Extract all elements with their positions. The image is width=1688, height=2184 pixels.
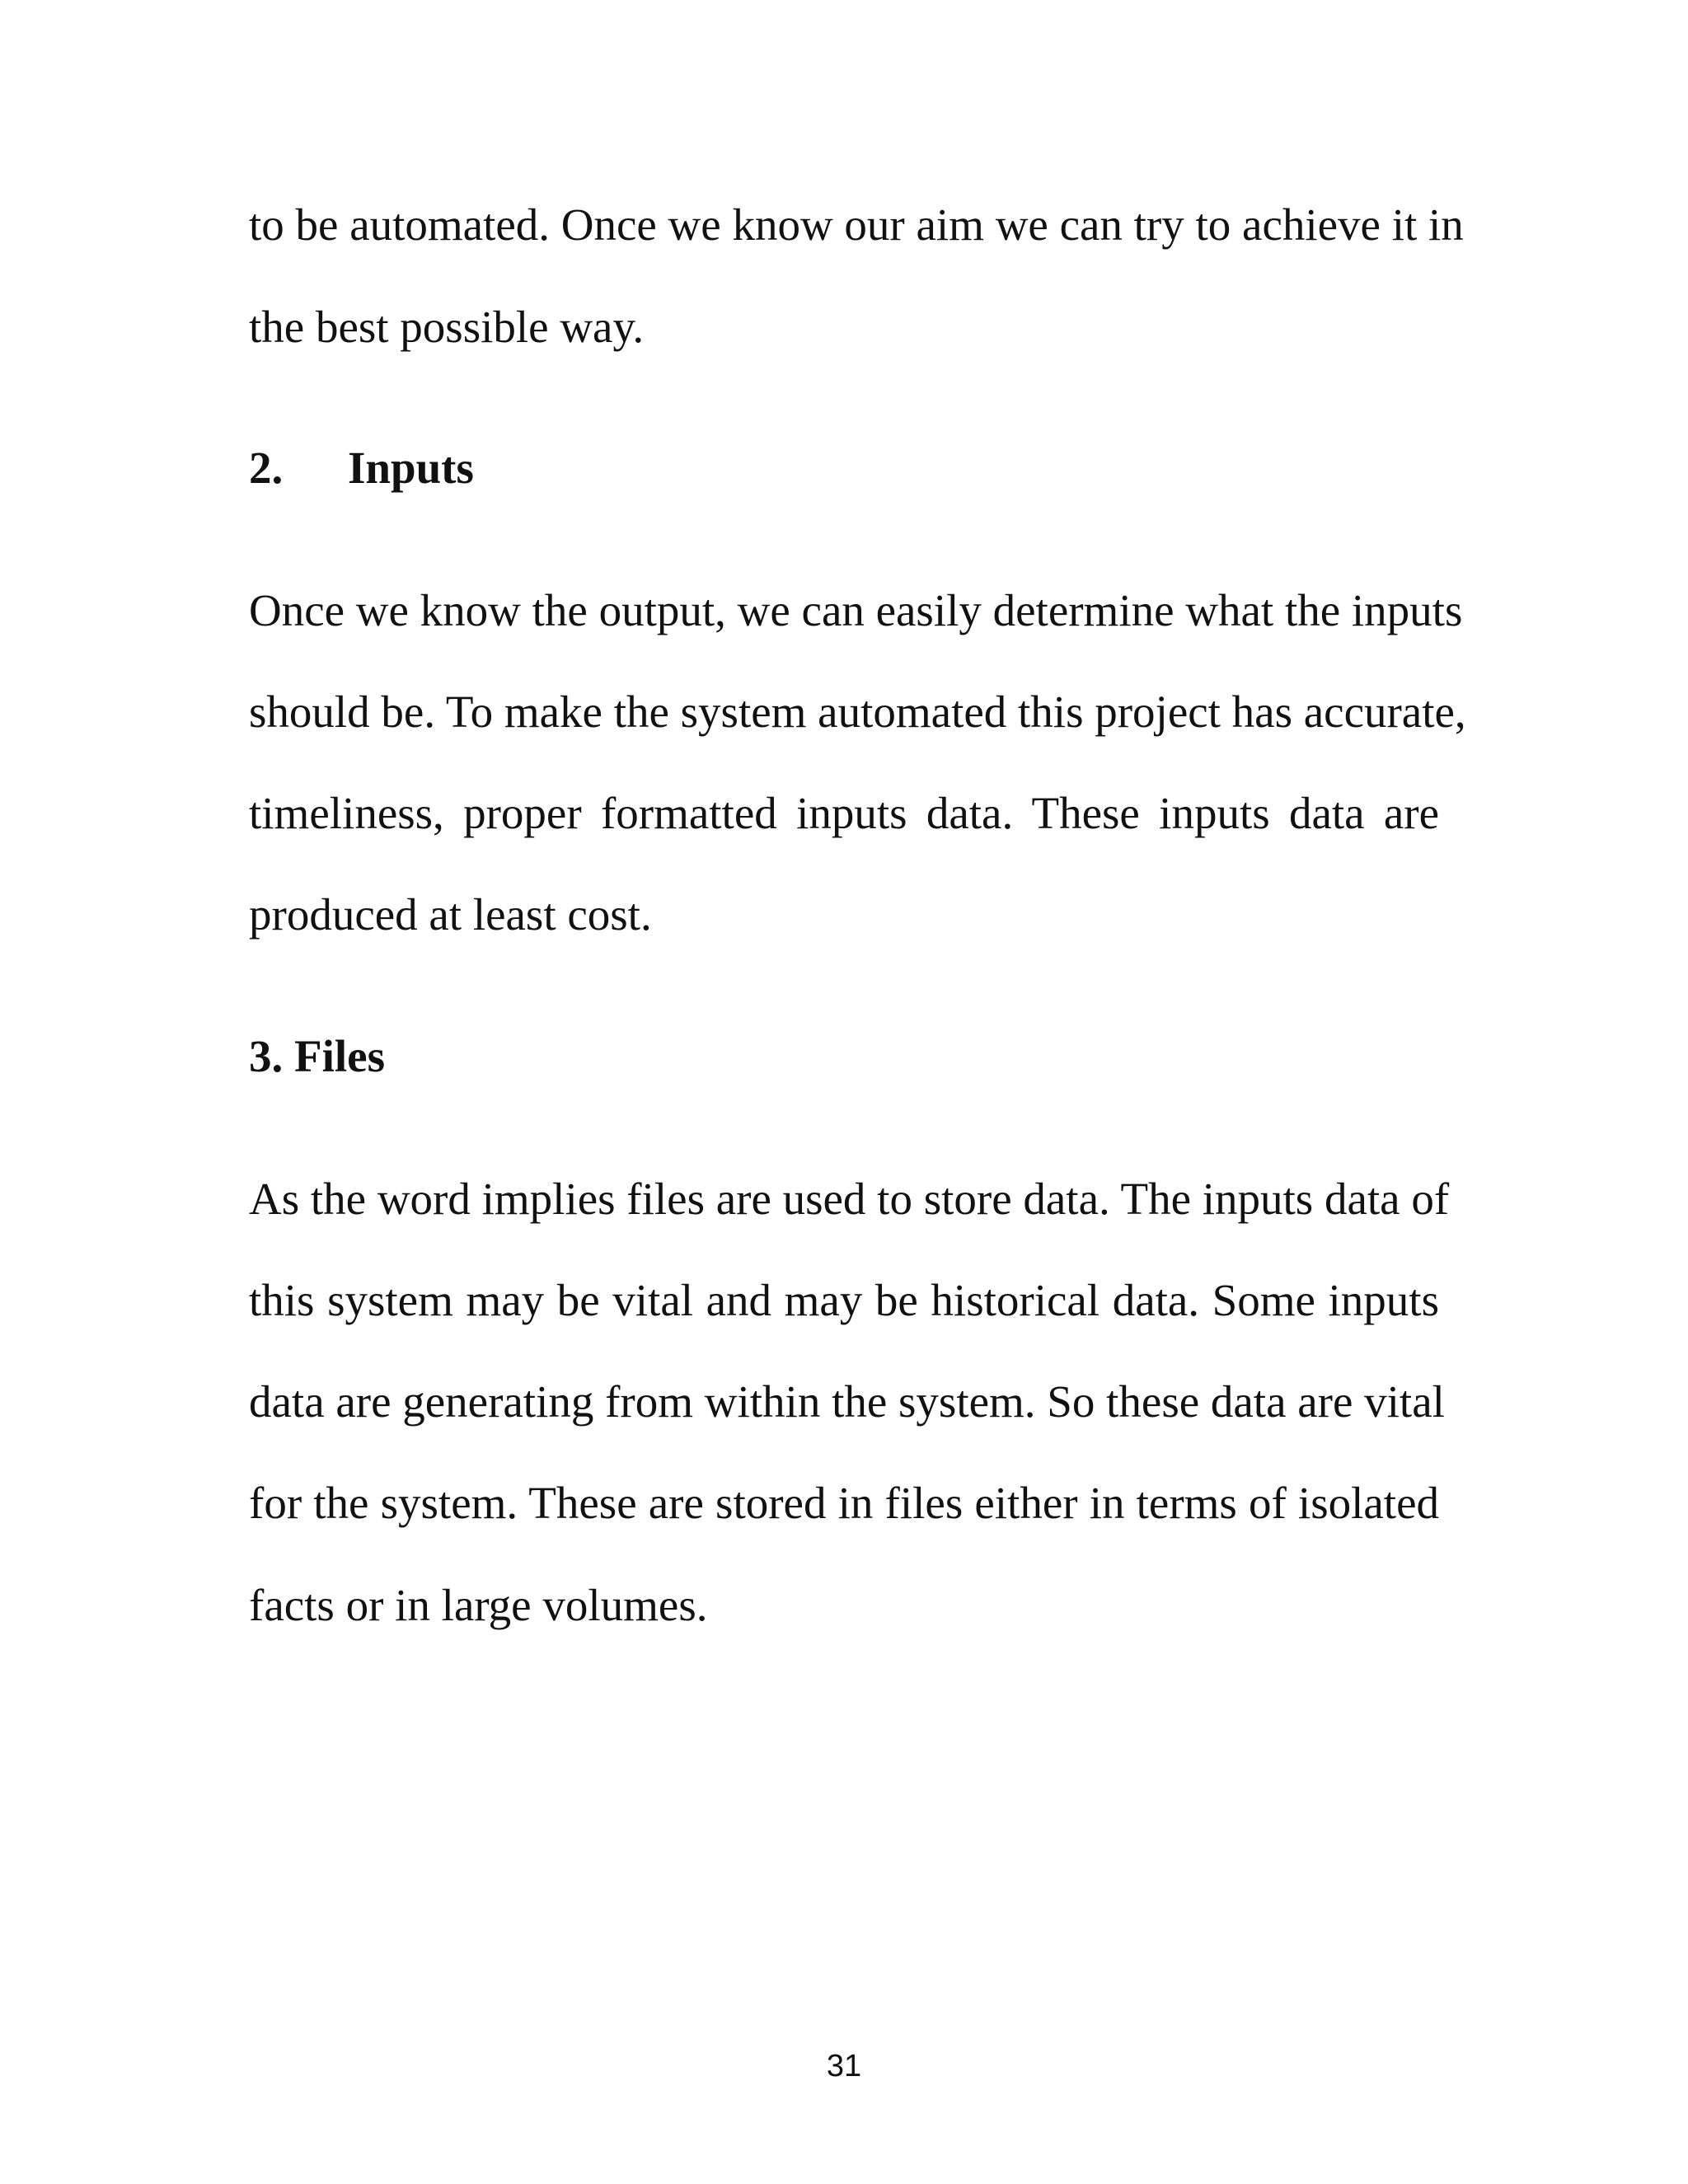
files-line-4: for the system. These are stored in files either in terms of isolated [249,1478,1439,1528]
files-line-5: facts or in large volumes. [249,1580,708,1630]
files-line-3: data are generating from within the system. So these data are vital [249,1376,1445,1427]
page-number: 31 [826,2049,862,2083]
inputs-line-2: should be. To make the system automated this project has accurate, [249,687,1466,737]
intro-line-2: the best possible way. [249,302,645,352]
files-line-2: this system may be vital and may be historical data. Some inputs [249,1275,1439,1325]
section-number: 2. [249,443,284,493]
inputs-line-4: produced at least cost. [249,889,652,940]
section-title: Inputs [348,443,474,493]
inputs-line-3: timeliness, proper formatted inputs data. These inputs data are [249,788,1439,838]
files-line-1: As the word implies files are used to store data. The inputs data of [249,1174,1450,1224]
intro-line-1: to be automated. Once we know our aim we can try to achieve it in [249,199,1464,250]
section-heading-files: 3. Files [249,1031,385,1081]
inputs-line-1: Once we know the output, we can easily determine what the inputs [249,585,1463,635]
section-heading-inputs [249,439,474,497]
